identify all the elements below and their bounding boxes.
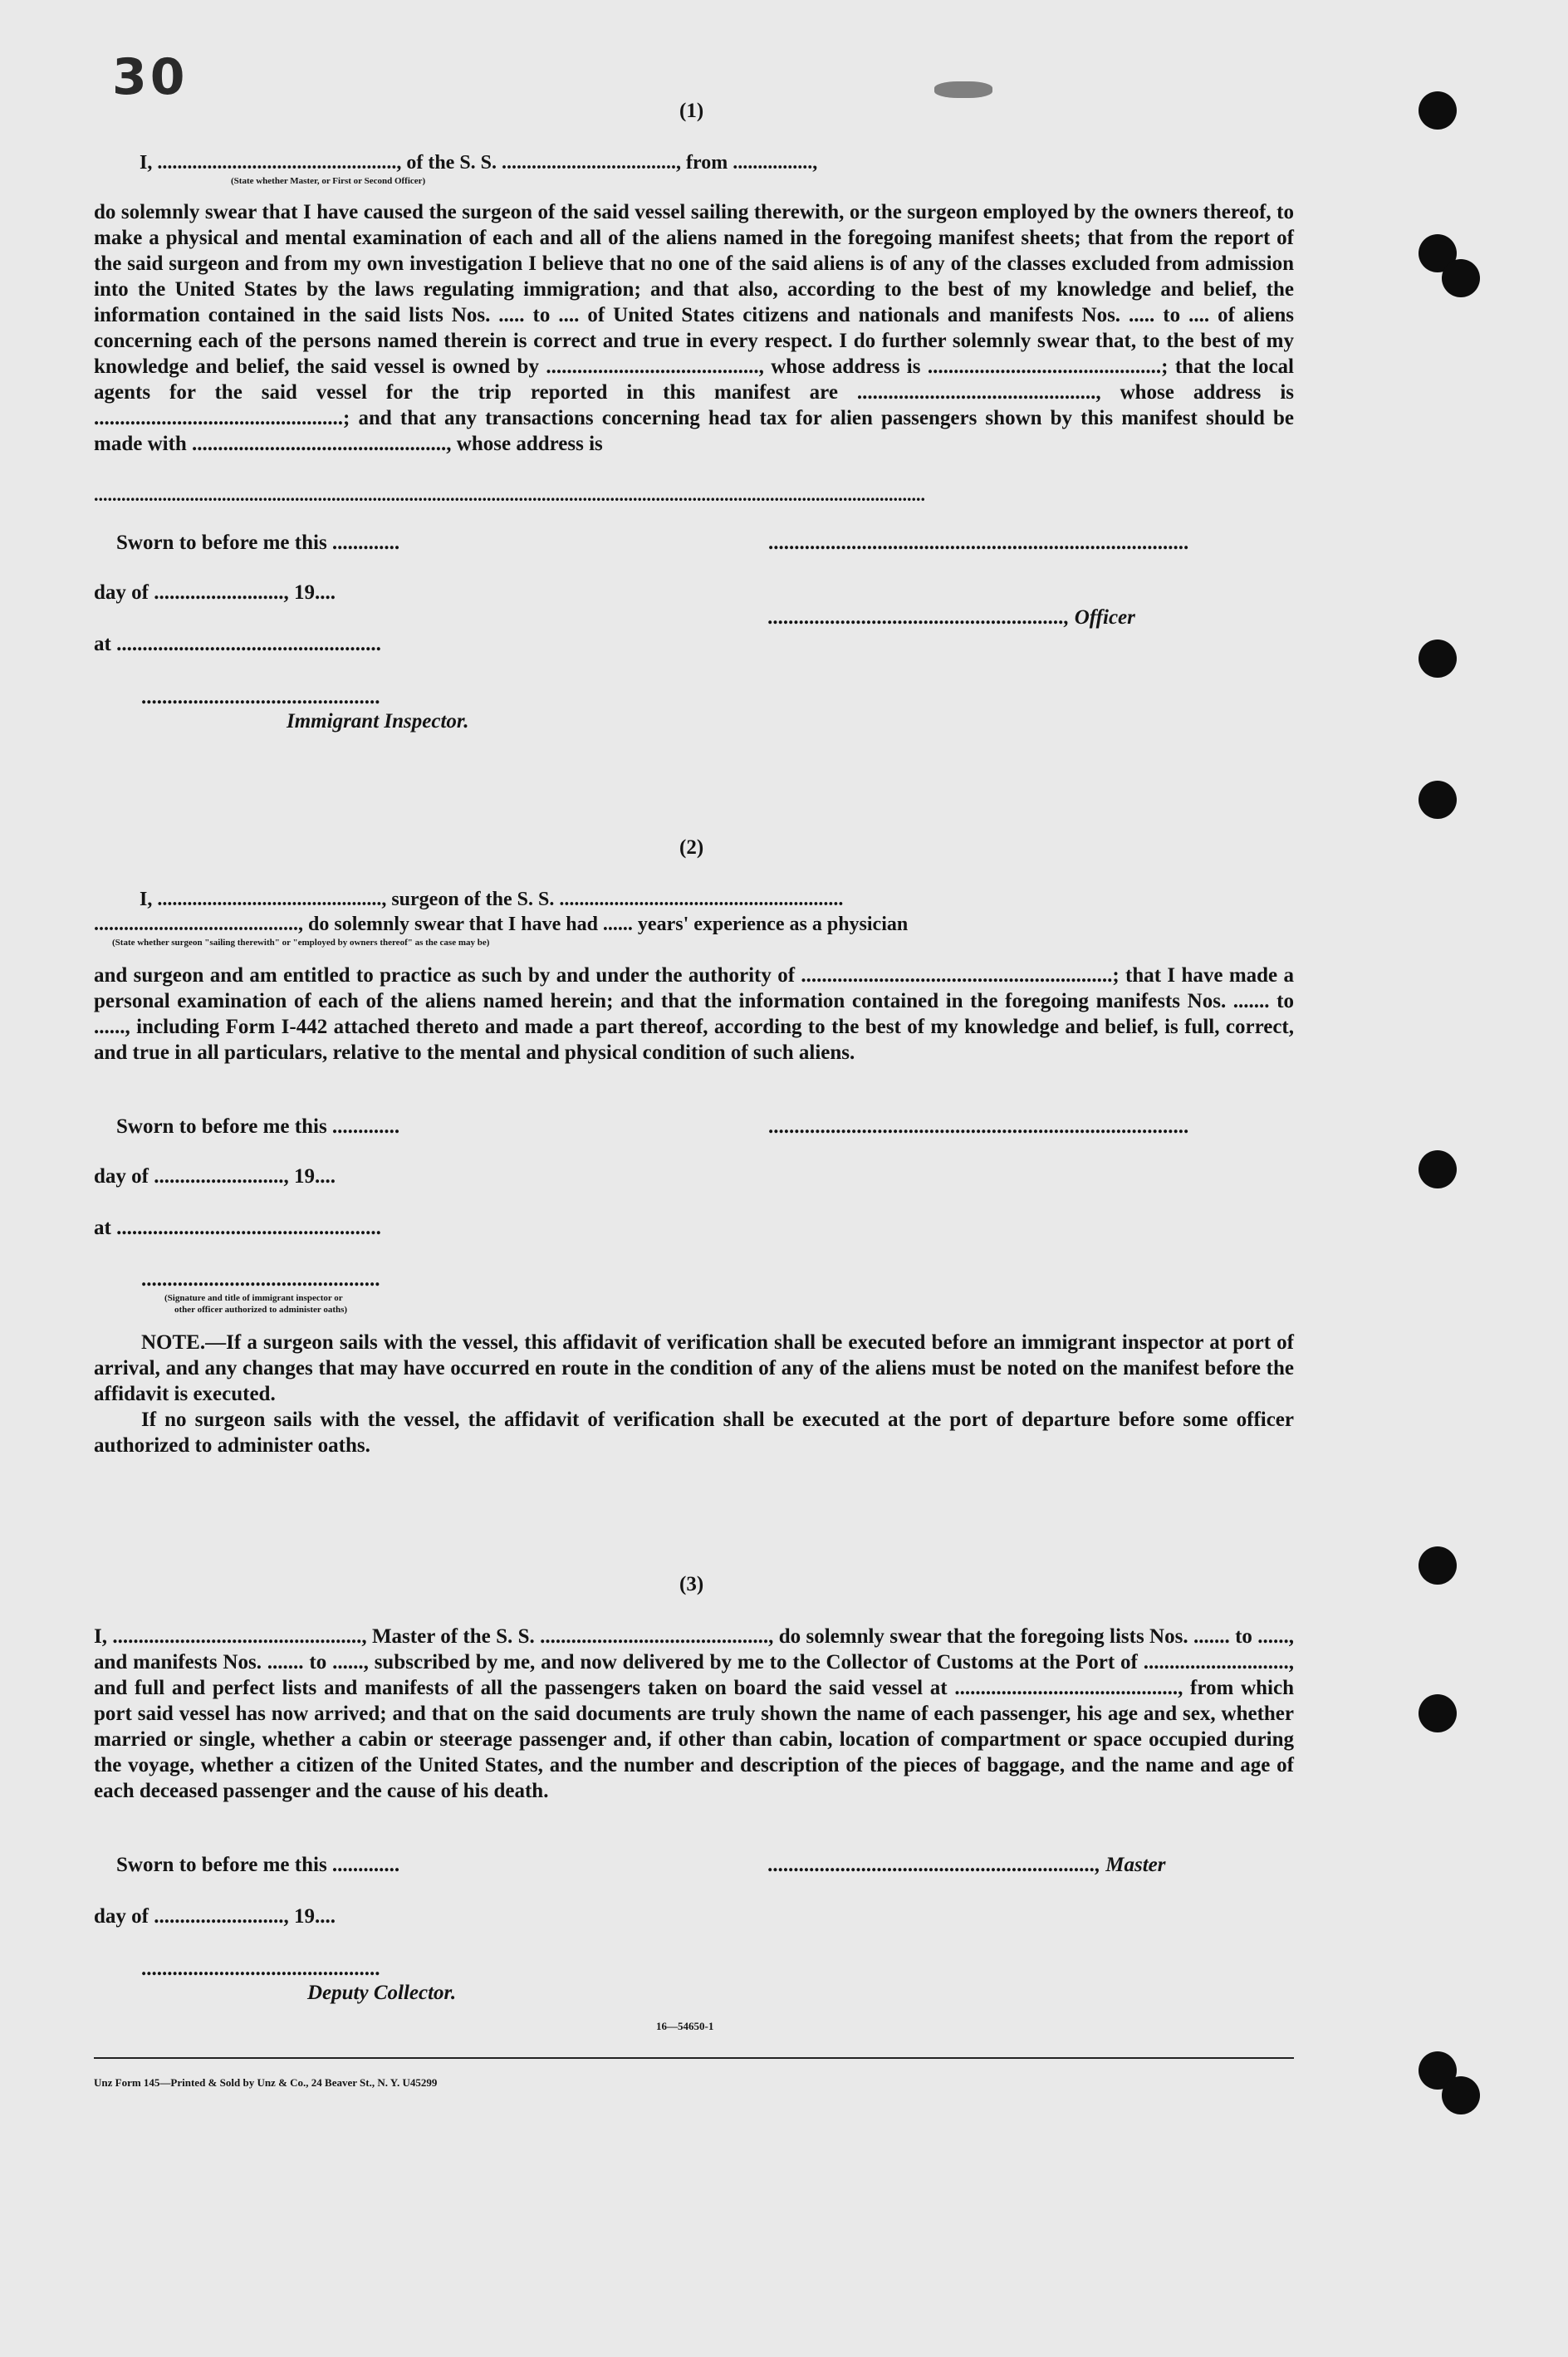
note-paragraph-2: If no surgeon sails with the vessel, the affidavit of verification shall be executed at the port of departure before some officer authorized to administer oaths. <box>94 1409 1294 1457</box>
section-1-sig-label: Immigrant Inspector. <box>287 710 469 733</box>
section-3-master: ..............................................................., Master <box>768 1854 1166 1876</box>
printer-line: Unz Form 145—Printed & Sold by Unz & Co., 24 Beaver St., N. Y. U45299 <box>94 2076 438 2089</box>
section-1-line1: I, ................................................, of the S. S. ..................................., from ................, <box>140 152 818 174</box>
section-1-sworn: Sworn to before me this ............. <box>116 532 400 554</box>
section-3-sig-label: Deputy Collector. <box>307 1982 457 2004</box>
section-2-sworn: Sworn to before me this ............. <box>116 1115 400 1138</box>
section-1-officer-line: ................................................................................. <box>768 532 1189 554</box>
section-3-number: (3) <box>679 1573 704 1595</box>
binder-hole <box>1419 91 1457 130</box>
binder-hole <box>1419 1546 1457 1585</box>
section-2-number: (2) <box>679 836 704 859</box>
section-1-at: at ................................................... <box>94 633 381 655</box>
section-2-officer-line: ................................................................................. <box>768 1115 1189 1138</box>
section-1-dots-line: ...................................................................................................................................................................................... <box>94 484 925 505</box>
binder-hole <box>1419 639 1457 678</box>
section-2-sig-note-2: other officer authorized to administer oaths) <box>174 1305 348 1315</box>
section-3-day: day of ........................., 19.... <box>94 1905 336 1928</box>
binder-hole <box>1419 1150 1457 1188</box>
corner-mark: 30 <box>112 48 189 106</box>
section-2-sig-line: .............................................. <box>141 1268 380 1291</box>
section-1-sig-line: .............................................. <box>141 686 380 708</box>
section-2-sig-note-1: (Signature and title of immigrant inspector or <box>164 1293 343 1303</box>
section-2-line2: ........................................., do solemnly swear that I have had ...... years' experience as a physician <box>94 914 909 935</box>
section-3-sig-line: .............................................. <box>141 1958 380 1980</box>
section-1-note: (State whether Master, or First or Second Officer) <box>231 176 426 186</box>
section-2-line1: I, ............................................., surgeon of the S. S. ......................................................... <box>140 889 844 910</box>
section-2-body: and surgeon and am entitled to practice as such by and under the authority of ............................................................; that I have made a personal examination of each of the aliens named herein; and that the information contained in the foregoing manifests Nos. ....... to ......, including Form I-442 attached thereto and made a part thereof, according to the best of my knowledge and belief, is full, correct, and true in all particulars, relative to the mental and physical condition of such aliens. <box>94 964 1294 1064</box>
section-3-body: I, ................................................, Master of the S. S. ............................................, do solemnly swear that the foregoing lists Nos. ....... to ......, and manifests Nos. ....... to ......, subscribed by me, and now delivered by me to the Collector of Customs at the Port of ............................, and full and perfect lists and manifests of all the passengers taken on board the said vessel at ..........................................., from which port said vessel has now arrived; and that on the said documents are truly shown the name of each passenger, his age and sex, whether married or single, whether a cabin or steerage passenger and, if other than cabin, location of compartment or space occupied during the voyage, whether a citizen of the United States, and the number and description of the pieces of baggage, and the name and age of each deceased passenger and the cause of his death. <box>94 1625 1294 1802</box>
binder-hole <box>1419 1694 1457 1732</box>
section-3-sworn: Sworn to before me this ............. <box>116 1854 400 1876</box>
ink-smudge <box>934 81 992 98</box>
form-code: 16—54650-1 <box>656 2020 714 2032</box>
section-1-officer: ........................................................., Officer <box>768 606 1135 629</box>
section-2-at: at ................................................... <box>94 1217 381 1239</box>
binder-hole <box>1419 781 1457 819</box>
section-2-day: day of ........................., 19.... <box>94 1165 336 1188</box>
note-paragraph-1: NOTE.—If a surgeon sails with the vessel, this affidavit of verification shall be executed before an immigrant inspector at port of arrival, and any changes that may have occurred en route in the condition of any of the aliens must be noted on the manifest before the affidavit is executed. <box>94 1331 1294 1405</box>
section-1-day: day of ........................., 19.... <box>94 581 336 604</box>
footer-rule <box>94 2057 1294 2059</box>
section-1-body: do solemnly swear that I have caused the surgeon of the said vessel sailing therewith, or the surgeon employed by the owners thereof, to make a physical and mental examination of each and all of the aliens named in the foregoing manifest sheets; that from the report of the said surgeon and from my own investigation I believe that no one of the said aliens is of any of the classes excluded from admission into the United States by the laws regulating immigration; and that also, according to the best of my knowledge and belief, the information contained in the said lists Nos. ..... to .... of United States citizens and nationals and manifests Nos. ..... to .... of aliens concerning each of the persons named therein is correct and true in every respect. I do further solemnly swear that, to the best of my knowledge and belief, the said vessel is owned by ........................................., whose address is .............................................; that the local agents for the said vessel for the trip reported in this manifest are .............................................., whose address is ................................................; and that any transactions concerning head tax for alien passengers shown by this manifest should be made with ................................................., whose address is <box>94 201 1294 455</box>
section-2-note: (State whether surgeon "sailing therewith" or "employed by owners thereof" as the case may be) <box>112 938 490 948</box>
binder-hole <box>1442 2076 1480 2114</box>
binder-hole <box>1442 259 1480 297</box>
section-1-number: (1) <box>679 100 704 122</box>
